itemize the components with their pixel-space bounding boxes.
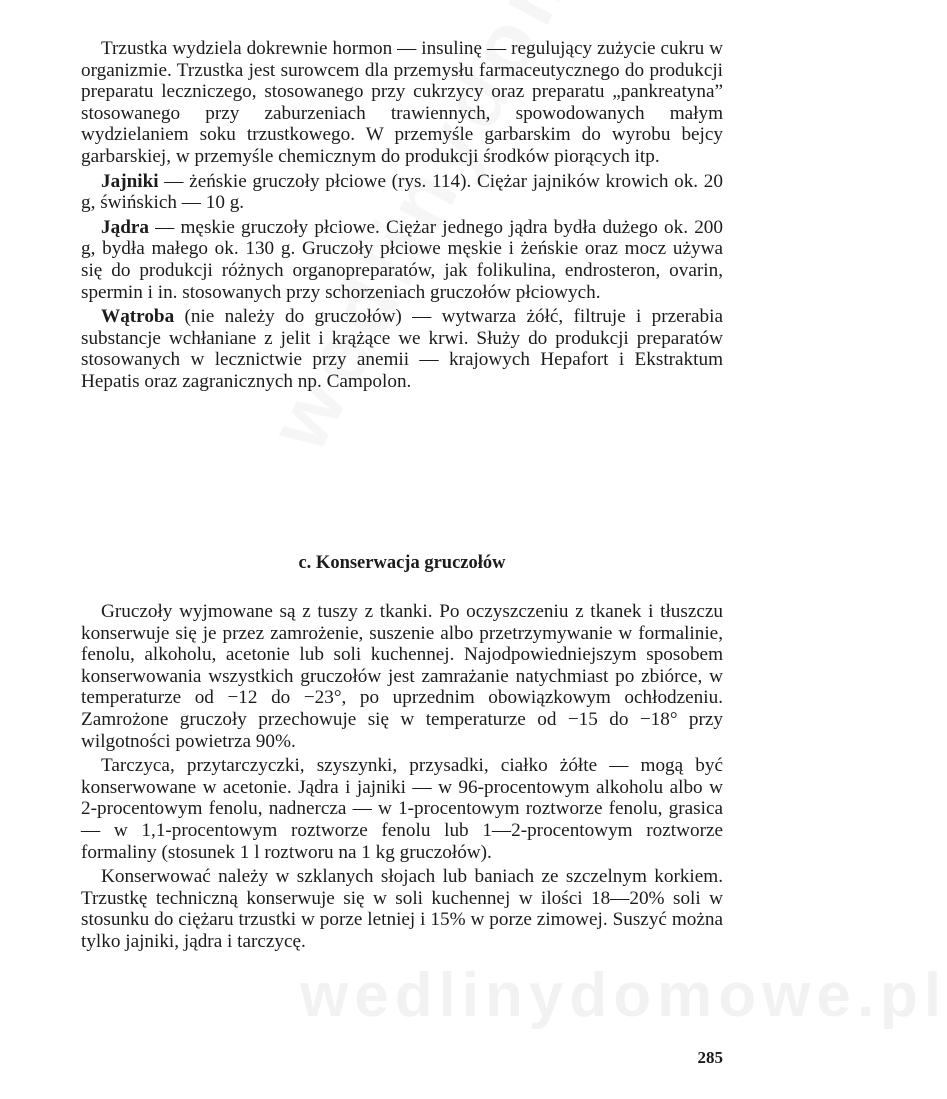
term-jadra: Jądra [101, 216, 149, 238]
paragraph-jajniki [81, 171, 723, 214]
paragraph-conservation-storage: Konserwować należy w szklanych słojach lub baniach ze szczelnym korkiem. Trzustkę techniczną konserwuje się w soli kuchennej w ilości 18—20% soli w stosunku do ciężaru trzustki w porze letniej i 15% w porze zimowej. Suszyć można tylko jajniki, jądra i tarczycę. [81, 866, 723, 952]
paragraph-watroba [81, 306, 723, 392]
watermark-bottom: wedlinydomowe.pl [300, 961, 947, 1030]
paragraph-jadra-text: — męskie gruczoły płciowe. Ciężar jednego jądra bydła dużego ok. 200 g, bydła małego ok. 130 g. Gruczoły płciowe męskie i żeńskie oraz mocz używa się do produkcji różnych organopreparatów, jak folikulina, endrosteron, ovarin, spermin i in. stosowanych przy schorzeniach gruczołów płciowych. [81, 216, 723, 303]
term-watroba: Wątroba [101, 306, 175, 328]
term-jajniki: Jajniki [101, 170, 159, 192]
section-heading: c. Konserwacja gruczołów [298, 553, 506, 573]
upper-text-block [81, 38, 723, 396]
paragraph-conservation-solutions: Tarczyca, przytarczyczki, szyszynki, przysadki, ciałko żółte — mogą być konserwowane w acetonie. Jądra i jajniki — w 96-procentowym alkoholu albo w 2-procentowym fenolu, nadnercza — w 1-procentowym roztworze fenolu, grasica — w 1,1-procentowym roztworze fenolu lub 1—2-procentowym roztworze formaliny (stosunek 1 l roztworu na 1 kg gruczołów). [81, 755, 723, 863]
paragraph-watroba-text: (nie należy do gruczołów) — wytwarza żółć, filtruje i przerabia substancje wchłaniane z jelit i krążące we krwi. Służy do produkcji preparatów stosowanych w lecznictwie przy anemii — krajowych Hepafort i Ekstraktum Hepatis oraz zagranicznych np. Campolon. [81, 306, 723, 392]
lower-text-block [81, 601, 723, 956]
page-number: 285 [697, 1048, 723, 1067]
paragraph-conservation-methods: Gruczoły wyjmowane są z tuszy z tkanki. Po oczyszczeniu z tkanek i tłuszczu konserwuje się je przez zamrożenie, suszenie albo przetrzymywanie w formalinie, fenolu, alkoholu, acetonie lub soli kuchennej. Najodpowiedniejszym sposobem konserwowania wszystkich gruczołów jest zamrażanie natychmiast po zbiórce, w temperaturze od −12 do −23°, po uprzednim obowiązkowym ochłodzeniu. Zamrożone gruczoły przechowuje się w temperaturze od −15 do −18° przy wilgotności powietrza 90%. [81, 601, 723, 752]
paragraph-jajniki-text: — żeńskie gruczoły płciowe (rys. 114). Ciężar jajników krowich ok. 20 g, świńskich — 10 g. [81, 170, 723, 214]
paragraph-jadra [81, 217, 723, 303]
paragraph-trzustka: Trzustka wydziela dokrewnie hormon — insulinę — regulujący zużycie cukru w organizmie. Trzustka jest surowcem dla przemysłu farmaceutycznego do produkcji preparatu leczniczego, stosowanego przy cukrzycy oraz preparatu „pankreatyna” stosowanego przy zaburzeniach trawiennych, spowodowanych małym wydzielaniem soku trzustkowego. W przemyśle garbarskim do wyrobu bejcy garbarskiej, w przemyśle chemicznym do produkcji środków piorących itp. [81, 38, 723, 167]
